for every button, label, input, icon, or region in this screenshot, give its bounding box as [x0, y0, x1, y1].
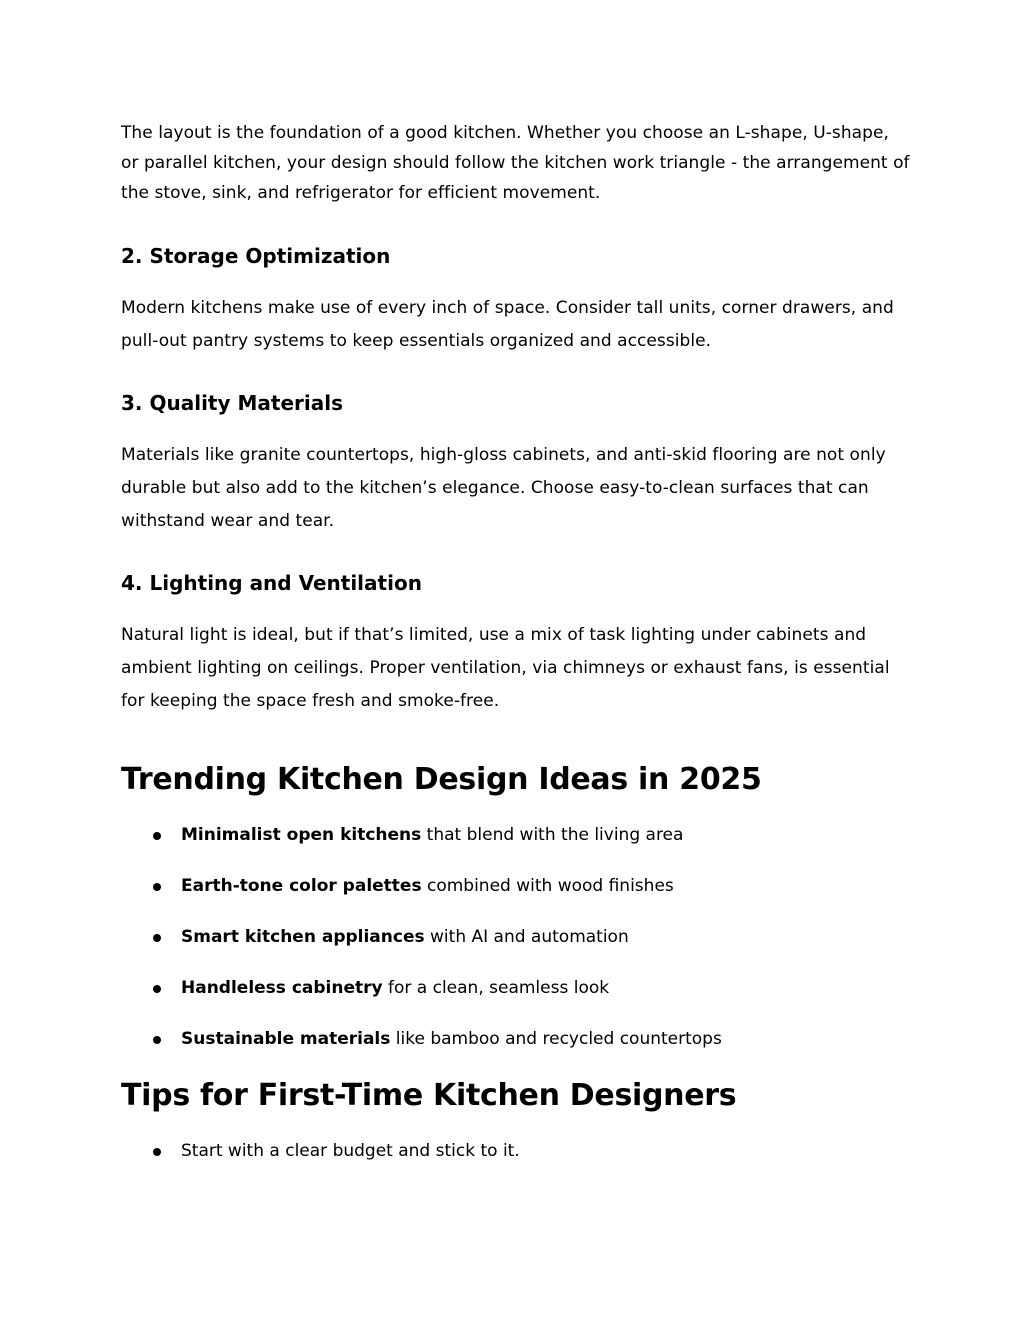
intro-paragraph: The layout is the foundation of a good kitchen. Whether you choose an L-shape, U-shape, or parallel kitchen, your design should follow the kitchen work triangle - the arrangement of the stove, sink, and refrigerator for efficient movement.	[121, 123, 910, 203]
list-item-text: combined with wood finishes	[421, 876, 674, 896]
trending-list	[121, 822, 911, 1052]
trending-heading: Trending Kitchen Design Ideas in 2025	[121, 762, 762, 797]
document-page	[121, 118, 911, 1164]
bullet-icon	[153, 1148, 161, 1156]
list-item	[121, 822, 911, 848]
section-body-lighting: Natural light is ideal, but if that’s limited, use a mix of task lighting under cabinets and ambient lighting on ceilings. Proper ventilation, via chimneys or exhaust fans, is essential for keeping the space fresh and smoke-free.	[121, 625, 890, 711]
section-body-storage: Modern kitchens make use of every inch of space. Consider tall units, corner drawers, and pull-out pantry systems to keep essentials organized and accessible.	[121, 298, 894, 351]
bullet-icon	[153, 934, 161, 942]
list-item-text: Start with a clear budget and stick to it.	[181, 1141, 520, 1161]
list-item-bold: Handleless cabinetry	[181, 978, 383, 998]
tips-heading: Tips for First-Time Kitchen Designers	[121, 1078, 737, 1113]
bullet-icon	[153, 985, 161, 993]
list-item-text: that blend with the living area	[421, 825, 684, 845]
section-heading-materials: 3. Quality Materials	[121, 391, 343, 415]
list-item-bold: Minimalist open kitchens	[181, 825, 422, 845]
list-item	[121, 1138, 911, 1164]
list-item	[121, 975, 911, 1001]
list-item	[121, 1026, 911, 1052]
list-item-text: like bamboo and recycled countertops	[390, 1029, 722, 1049]
section-heading-storage: 2. Storage Optimization	[121, 244, 391, 268]
tips-list	[121, 1138, 911, 1164]
bullet-icon	[153, 1036, 161, 1044]
bullet-icon	[153, 832, 161, 840]
list-item-bold: Smart kitchen appliances	[181, 927, 425, 947]
bullet-icon	[153, 883, 161, 891]
section-heading-lighting: 4. Lighting and Ventilation	[121, 571, 422, 595]
list-item-text: for a clean, seamless look	[382, 978, 610, 998]
list-item	[121, 924, 911, 950]
list-item	[121, 873, 911, 899]
list-item-text: with AI and automation	[424, 927, 629, 947]
list-item-bold: Earth-tone color palettes	[181, 876, 422, 896]
list-item-bold: Sustainable materials	[181, 1029, 391, 1049]
section-body-materials: Materials like granite countertops, high-gloss cabinets, and anti-skid flooring are not only durable but also add to the kitchen’s elegance. Choose easy-to-clean surfaces that can withstand wear and tear.	[121, 445, 886, 531]
